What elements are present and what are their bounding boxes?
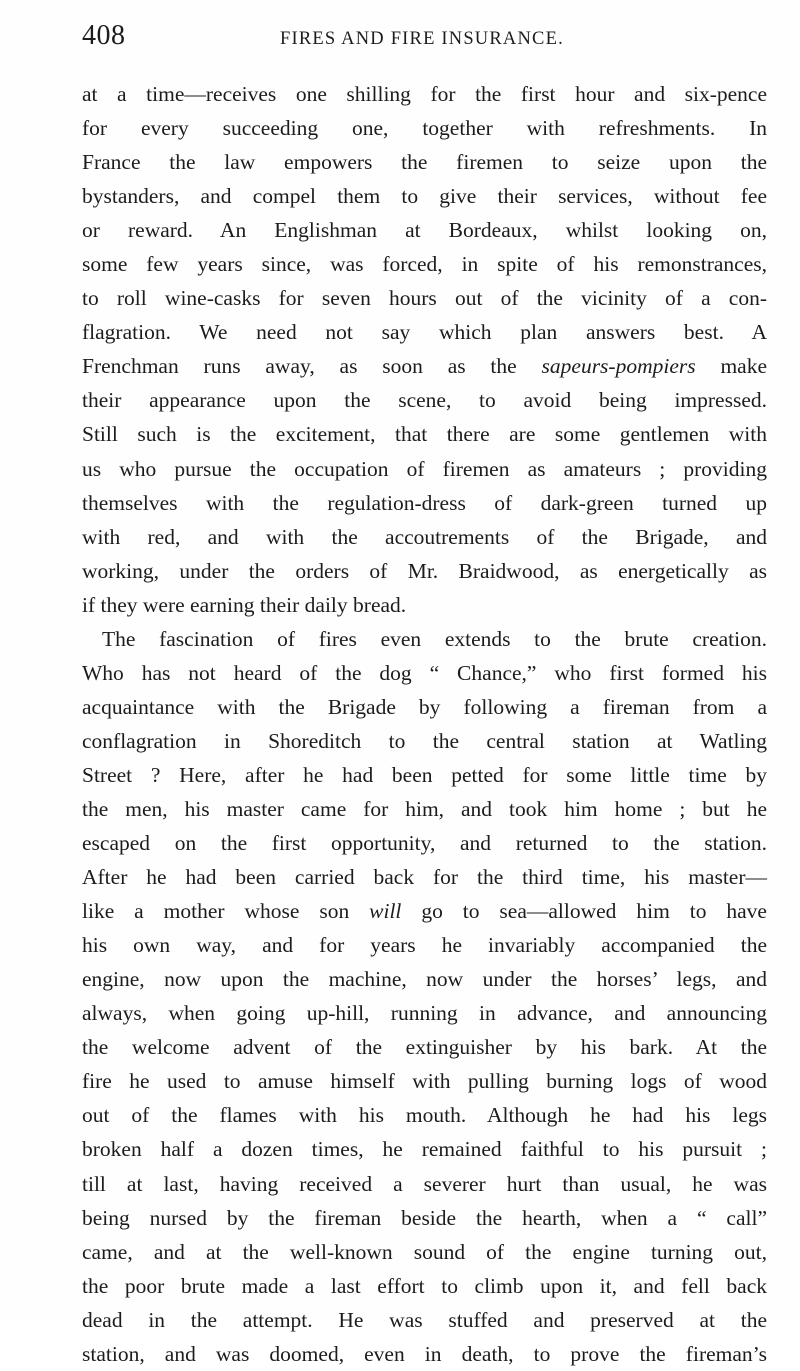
text-segment: After he had been carried back for the third time, his master— <box>82 865 767 890</box>
text-line <box>82 417 767 451</box>
text-line <box>82 928 767 962</box>
text-line <box>82 1064 767 1098</box>
text-segment: Frenchman runs away, as soon as the <box>82 354 542 379</box>
text-segment: the poor brute made a last effort to climb upon it, and fell back <box>82 1273 767 1298</box>
text-line <box>82 383 767 417</box>
text-line <box>82 1132 767 1166</box>
running-head: FIRES AND FIRE INSURANCE. <box>280 29 564 49</box>
text-segment: like a mother whose son <box>82 899 370 924</box>
text-segment: till at last, having received a severer hurt than usual, he was <box>82 1171 767 1196</box>
page-number: 408 <box>82 20 126 51</box>
text-segment: broken half a dozen times, he remained faithful to his pursuit ; <box>82 1137 767 1162</box>
text-segment: The fascination of fires even extends to the brute creation. <box>102 626 767 651</box>
text-segment: Still such is the excitement, that there are some gentlemen with <box>82 422 767 447</box>
text-segment: Street ? Here, after he had been petted for some little time by <box>82 762 767 787</box>
text-line <box>82 996 767 1030</box>
text-line <box>82 1030 767 1064</box>
text-line <box>82 860 767 894</box>
text-segment: for every succeeding one, together with refreshments. In <box>82 116 767 141</box>
text-segment: flagration. We need not say which plan answers best. A <box>82 320 767 345</box>
text-line <box>82 554 767 588</box>
text-segment: at a time—receives one shilling for the first hour and six-pence <box>82 82 767 106</box>
text-segment: dead in the attempt. He was stuffed and preserved at the <box>82 1307 767 1332</box>
text-segment: acquaintance with the Brigade by following a fireman from a <box>82 694 767 719</box>
text-line <box>82 758 767 792</box>
text-segment: the welcome advent of the extinguisher by his bark. At the <box>82 1035 767 1060</box>
text-line <box>82 588 767 622</box>
text-line <box>82 1201 767 1235</box>
text-line <box>82 179 767 213</box>
text-line <box>82 622 767 656</box>
text-segment: escaped on the first opportunity, and returned to the station. <box>82 831 767 856</box>
text-segment: came, and at the well-known sound of the engine turning out, <box>82 1239 767 1264</box>
text-segment: France the law empowers the firemen to seize upon the <box>82 150 767 175</box>
text-line <box>82 281 767 315</box>
text-segment: themselves with the regulation-dress of dark-green turned up <box>82 490 767 515</box>
text-line <box>82 315 767 349</box>
italic-text: sapeurs-pompiers <box>541 354 696 379</box>
text-segment: the men, his master came for him, and took him home ; but he <box>82 796 767 821</box>
text-line <box>82 349 767 383</box>
text-line <box>82 247 767 281</box>
italic-text: will <box>369 899 402 924</box>
text-line <box>82 1235 767 1269</box>
text-segment: some few years since, was forced, in spite of his remonstrances, <box>82 252 767 277</box>
text-segment: bystanders, and compel them to give their services, without fee <box>82 184 767 209</box>
text-line <box>82 145 767 179</box>
text-segment: make <box>695 354 768 379</box>
text-line <box>82 520 767 554</box>
text-line <box>82 77 767 111</box>
text-segment: station, and was doomed, even in death, to prove the fireman’s <box>82 1341 767 1366</box>
text-line <box>82 962 767 996</box>
text-line <box>82 1269 767 1303</box>
text-segment: conflagration in Shoreditch to the central station at Watling <box>82 728 767 753</box>
text-line <box>82 1098 767 1132</box>
text-segment: go to sea—allowed him to have <box>401 899 767 924</box>
text-segment: being nursed by the fireman beside the hearth, when a “ call” <box>82 1205 767 1230</box>
text-segment: out of the flames with his mouth. Although he had his legs <box>82 1103 767 1128</box>
text-segment: us who pursue the occupation of firemen as amateurs ; providing <box>82 456 767 481</box>
body-text <box>82 77 767 1371</box>
text-segment: engine, now upon the machine, now under the horses’ legs, and <box>82 967 767 992</box>
text-line <box>82 792 767 826</box>
text-segment: with red, and with the accoutrements of the Brigade, and <box>82 524 767 549</box>
text-line <box>82 1303 767 1337</box>
text-segment: or reward. An Englishman at Bordeaux, whilst looking on, <box>82 218 767 243</box>
text-segment: working, under the orders of Mr. Braidwood, as energetically as <box>82 558 767 583</box>
text-line <box>82 213 767 247</box>
text-segment: Who has not heard of the dog “ Chance,” who first formed his <box>82 660 767 685</box>
text-line <box>82 111 767 145</box>
text-line <box>82 486 767 520</box>
text-line <box>82 724 767 758</box>
text-segment: his own way, and for years he invariably accompanied the <box>82 933 767 958</box>
text-line <box>82 1337 767 1371</box>
text-line <box>82 894 767 928</box>
text-line <box>82 690 767 724</box>
text-segment: to roll wine-casks for seven hours out of the vicinity of a con- <box>82 286 767 311</box>
text-segment: their appearance upon the scene, to avoid being impressed. <box>82 388 767 413</box>
text-line <box>82 826 767 860</box>
text-line <box>82 656 767 690</box>
text-line <box>82 1167 767 1201</box>
text-segment: fire he used to amuse himself with pulling burning logs of wood <box>82 1069 767 1094</box>
text-segment: always, when going up-hill, running in advance, and announcing <box>82 1001 767 1026</box>
text-segment: if they were earning their daily bread. <box>82 592 407 617</box>
text-line <box>82 452 767 486</box>
